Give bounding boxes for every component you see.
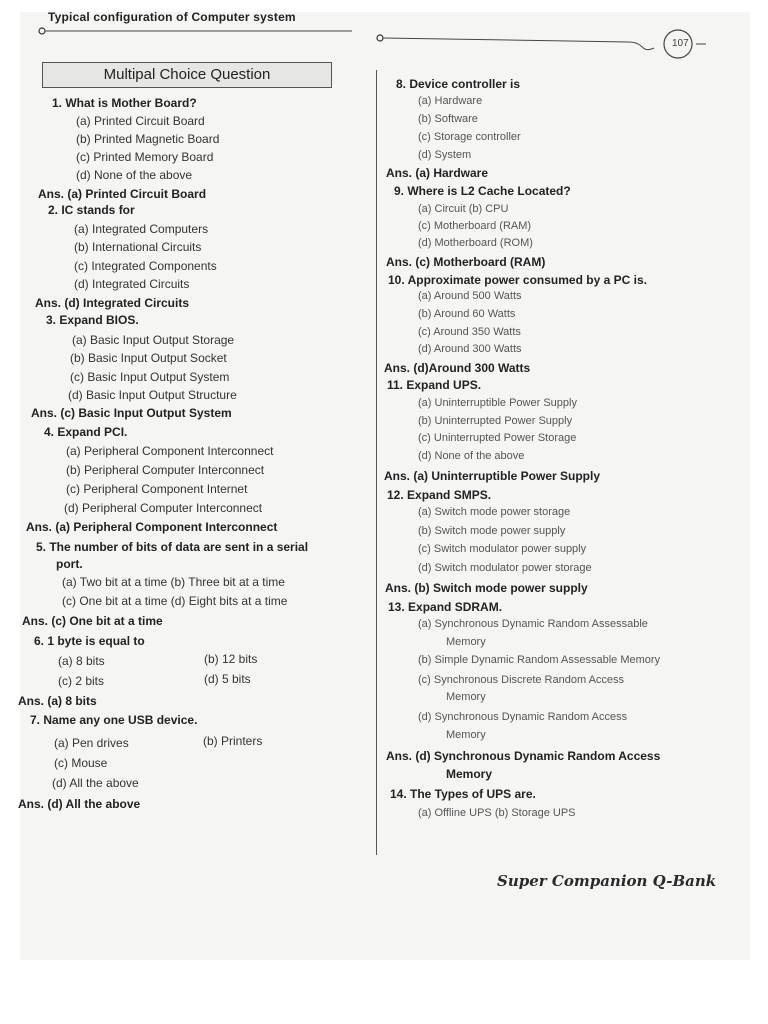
option-text: (b) Simple Dynamic Random Assessable Memory <box>418 654 661 666</box>
option-text: (b) Printers <box>203 734 263 748</box>
option-text: (a) Integrated Computers <box>74 222 209 236</box>
option-text: (b) Printed Magnetic Board <box>76 132 220 146</box>
option-text: (b) Around 60 Watts <box>418 308 516 320</box>
question-text: 2. IC stands for <box>48 203 135 217</box>
option-text: (d) All the above <box>52 776 139 790</box>
answer-text: Ans. (d) Synchronous Dynamic Random Access <box>386 749 661 763</box>
option-text: (c) One bit at a time (d) Eight bits at a time <box>62 594 288 608</box>
question-text: 12. Expand SMPS. <box>387 488 492 502</box>
option-text: Memory <box>446 691 486 703</box>
option-text: (c) Basic Input Output System <box>70 370 230 384</box>
option-text: (a) Circuit (b) CPU <box>418 203 509 215</box>
answer-text: Ans. (d)Around 300 Watts <box>384 361 531 375</box>
header-dot-icon <box>39 28 45 34</box>
option-text: (d) Around 300 Watts <box>418 343 522 355</box>
option-text: (d) Synchronous Dynamic Random Access <box>418 711 628 723</box>
answer-text: Ans. (c) Basic Input Output System <box>31 406 232 420</box>
option-text: (d) Motherboard (ROM) <box>418 237 533 249</box>
answer-text: Ans. (c) One bit at a time <box>22 614 163 628</box>
column-divider <box>376 70 377 855</box>
option-text: (a) Offline UPS (b) Storage UPS <box>418 807 576 819</box>
option-text: (b) Switch mode power supply <box>418 525 566 537</box>
option-text: (c) Around 350 Watts <box>418 326 521 338</box>
question-text: 10. Approximate power consumed by a PC is. <box>388 273 647 287</box>
answer-text: Ans. (d) Integrated Circuits <box>35 296 190 310</box>
answer-text: Ans. (a) Uninterruptible Power Supply <box>384 469 601 483</box>
answer-text: Ans. (a) 8 bits <box>18 694 97 708</box>
option-text: (b) 12 bits <box>204 652 258 666</box>
option-text: (d) Integrated Circuits <box>74 277 190 291</box>
option-text: (c) Uninterrupted Power Storage <box>418 432 577 444</box>
option-text: (a) Peripheral Component Interconnect <box>66 444 274 458</box>
question-text: port. <box>56 557 83 571</box>
option-text: (a) Switch mode power storage <box>418 506 571 518</box>
answer-text: Ans. (a) Peripheral Component Interconnect <box>26 520 278 534</box>
answer-text: Ans. (a) Hardware <box>386 166 489 180</box>
option-text: (b) International Circuits <box>74 240 202 254</box>
question-text: 14. The Types of UPS are. <box>390 787 536 801</box>
answer-text: Ans. (c) Motherboard (RAM) <box>386 255 546 269</box>
option-text: (d) None of the above <box>418 450 525 462</box>
answer-text: Memory <box>446 767 493 781</box>
option-text: (c) Synchronous Discrete Random Access <box>418 674 625 686</box>
page-header-title: Typical configuration of Computer system <box>48 10 296 24</box>
page-number: 107 <box>672 38 689 49</box>
option-text: (d) Peripheral Computer Interconnect <box>64 501 263 515</box>
option-text: (b) Software <box>418 113 478 125</box>
option-text: (c) Integrated Components <box>74 259 217 273</box>
option-text: (c) 2 bits <box>58 674 105 688</box>
answer-text: Ans. (d) All the above <box>18 797 141 811</box>
option-text: (a) Uninterruptible Power Supply <box>418 397 577 409</box>
question-text: 9. Where is L2 Cache Located? <box>394 184 571 198</box>
option-text: (c) Printed Memory Board <box>76 150 214 164</box>
option-text: (a) Printed Circuit Board <box>76 114 205 128</box>
option-text: (c) Mouse <box>54 756 108 770</box>
question-text: 11. Expand UPS. <box>387 378 482 392</box>
option-text: (b) Basic Input Output Socket <box>70 351 227 365</box>
question-text: 13. Expand SDRAM. <box>388 600 503 614</box>
option-text: (b) Peripheral Computer Interconnect <box>66 463 265 477</box>
question-text: 7. Name any one USB device. <box>30 713 198 727</box>
option-text: (d) Basic Input Output Structure <box>68 388 237 402</box>
option-text: (d) 5 bits <box>204 672 251 686</box>
option-text: Memory <box>446 729 486 741</box>
question-text: 1. What is Mother Board? <box>52 96 197 110</box>
answer-text: Ans. (a) Printed Circuit Board <box>38 187 207 201</box>
option-text: (c) Motherboard (RAM) <box>418 220 532 232</box>
question-text: 8. Device controller is <box>396 77 521 91</box>
answer-text: Ans. (b) Switch mode power supply <box>385 581 588 595</box>
option-text: (d) Switch modulator power storage <box>418 562 592 574</box>
option-text: (d) System <box>418 149 472 161</box>
option-text: (c) Peripheral Component Internet <box>66 482 248 496</box>
option-text: (a) Synchronous Dynamic Random Assessable <box>418 618 648 630</box>
option-text: (a) Basic Input Output Storage <box>72 333 235 347</box>
question-text: 3. Expand BIOS. <box>46 313 139 327</box>
footer-brand: Super Companion Q-Bank <box>497 872 717 890</box>
question-text: 5. The number of bits of data are sent in a serial <box>36 540 309 554</box>
option-text: (c) Switch modulator power supply <box>418 543 587 555</box>
section-title: Multipal Choice Question <box>42 62 332 88</box>
option-text: (c) Storage controller <box>418 131 521 143</box>
option-text: (d) None of the above <box>76 168 193 182</box>
option-text: (a) Around 500 Watts <box>418 290 522 302</box>
option-text: (a) 8 bits <box>58 654 105 668</box>
option-text: (a) Hardware <box>418 95 483 107</box>
option-text: (a) Pen drives <box>54 736 129 750</box>
question-text: 4. Expand PCI. <box>44 425 128 439</box>
option-text: Memory <box>446 636 486 648</box>
question-text: 6. 1 byte is equal to <box>34 634 145 648</box>
option-text: (b) Uninterrupted Power Supply <box>418 415 573 427</box>
option-text: (a) Two bit at a time (b) Three bit at a time <box>62 575 285 589</box>
